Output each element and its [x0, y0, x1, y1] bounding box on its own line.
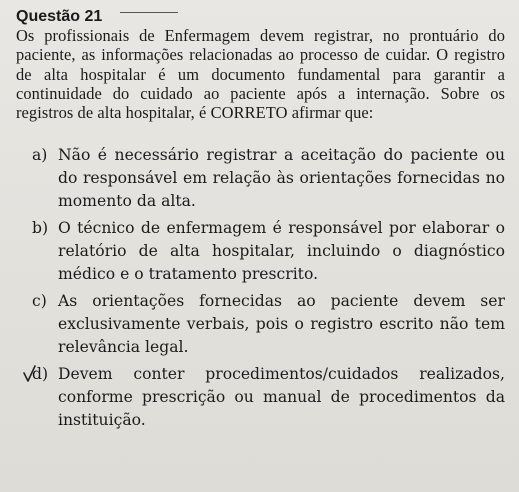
option-a[interactable] — [32, 144, 505, 213]
option-letter: d) — [32, 365, 49, 384]
option-text: O técnico de enfermagem é responsável por elaborar o relatório de alta hospitalar, incluindo o diagnóstico médico e o tratamento prescrito. — [58, 219, 505, 284]
answer-options — [16, 144, 505, 432]
option-letter: b) — [32, 219, 49, 238]
question-title-text: Questão 21 — [16, 8, 103, 25]
title-underline — [120, 12, 178, 13]
option-text: As orientações fornecidas ao paciente devem ser exclusivamente verbais, pois o registro escrito não tem relevância legal. — [58, 292, 505, 357]
question-stem: Os profissionais de Enfermagem devem registrar, no prontuário do paciente, as informações relacionadas ao processo de cuidar. O registro de alta hospitalar é um documento fundamental para garantir a continuidade do cuidado ao paciente após a internação. Sobre os registros de alta hospitalar, é CORRETO afirmar que: — [16, 26, 505, 123]
option-text: Não é necessário registrar a aceitação do paciente ou do responsável em relação às orientações fornecidas no momento da alta. — [58, 146, 505, 211]
option-letter: c) — [32, 292, 47, 311]
option-d[interactable] — [32, 363, 505, 432]
option-letter: a) — [32, 146, 48, 165]
option-text: Devem conter procedimentos/cuidados realizados, conforme prescrição ou manual de procedimentos da instituição. — [58, 365, 505, 430]
option-c[interactable] — [32, 290, 505, 359]
question-title — [16, 8, 102, 26]
option-b[interactable] — [32, 217, 505, 286]
